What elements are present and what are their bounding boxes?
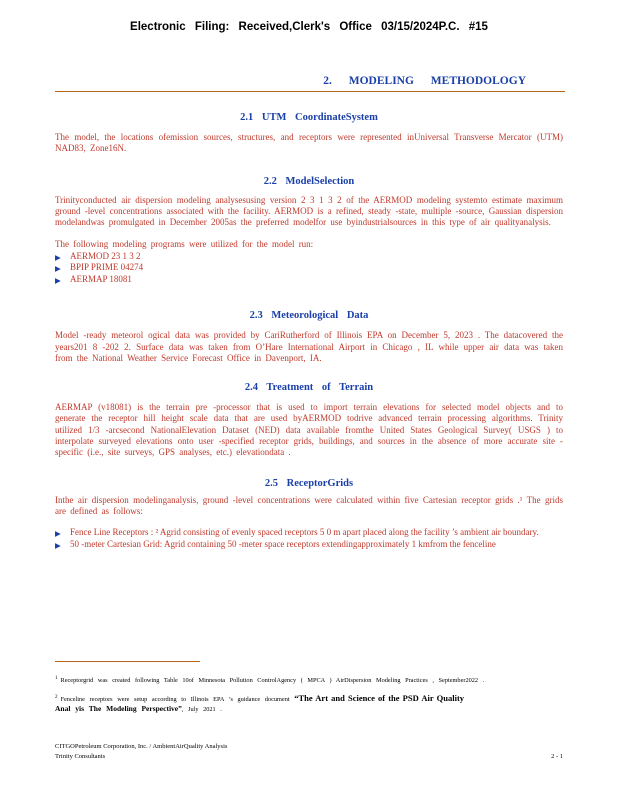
filing-header: Electronic Filing: Received,Clerk's Office 03/15/2024P.C. #15 [130, 21, 488, 33]
section-2-5-body: Inthe air dispersion modelinganalysis, ground -level concentrations were calculated within five Cartesian receptor grids .¹ The grids are defined as follows: [55, 494, 563, 516]
section-2-3-body: Model -ready meteorol ogical data was provided by CariRutherford of Illinois EPA on December 5, 2023 . The datacovered the years201 8 -202 2. Surface data was taken from O’Hare International Airport in Chicago , IL while upper air data was taken from the National Weather Service Forecast Office in Davenport, IA. [55, 330, 563, 363]
guidance-title: “The Art and Science of the PSD Air Quality [294, 693, 465, 704]
list-item: ▶ AERMOD 23 1 3 2 [55, 250, 141, 262]
section-2-4-body: AERMAP (v18081) is the terrain pre -processor that is used to import terrain elevations for selected model objects and to generate the receptor hill height scale data that are used byAERMOD todrive advanced terrain processing algorithms. Trinity utilized 1/3 -arcsecond NationalElevation Dataset (NED) data available fromthe United States Geological Survey( USGS ) to interpolate surveyed elevations onto user -specified receptor grids, buildings, and sources in the absence of more accurate site -specific (i.e., site surveys, GPS analyses, etc.) elevationdata . [55, 402, 563, 458]
bullet-triangle-icon: ▶ [55, 264, 61, 274]
footnote-1: $^1$ Receptorgrid was created following Table 10of Minnesota Pollution ControlAgency ( MPCA ) AirDispersion Modeling Practices , September2022 . [55, 676, 485, 685]
bullet-triangle-icon: ▶ [55, 540, 61, 550]
document-body [55, 112, 563, 550]
section-2-5-heading: 2.5 ReceptorGrids [264, 477, 354, 489]
footnote-2: $^2$ Fenceline receptors were setup according to Illinois EPA ’s guidance document “The Art and Science of the PSD Air Quality Anal yis The Modeling Perspective”, July 2021 . [55, 693, 465, 714]
page-number: 2 - 1 [551, 753, 563, 760]
bullet-triangle-icon: ▶ [55, 275, 61, 285]
footer-company: CITGOPetroleum Corporation, Inc. / AmbientAirQuality Analysis [55, 743, 228, 750]
bullet-triangle-icon: ▶ [55, 529, 61, 539]
chapter-title: 2. MODELING METHODOLOGY [323, 75, 526, 87]
section-2-4-heading: 2.4 Treatment of Terrain [244, 382, 374, 394]
page-footer [55, 742, 563, 762]
section-2-2-intro: The following modeling programs were utilized for the model run: [55, 239, 314, 250]
section-2-1-heading: 2.1 UTM CoordinateSystem [240, 112, 378, 123]
guidance-title-cont: Anal yis The Modeling Perspective” [55, 704, 182, 714]
section-2-2-heading: 2.2 ModelSelection [263, 175, 355, 187]
footnotes [55, 674, 563, 722]
list-item: ▶ 50 -meter Cartesian Grid: Agrid containing 50 -meter space receptors extendingapproximately 1 kmfrom the fenceline [55, 538, 496, 550]
footer-consultant: Trinity Consultants [55, 753, 106, 760]
list-item: ▶ BPIP PRIME 04274 [55, 262, 144, 274]
list-item: ▶ AERMAP 18081 [55, 273, 132, 285]
program-list [55, 251, 563, 286]
section-2-1-body: The model, the locations ofemission sources, structures, and receptors were represented inUniversal Transverse Mercator (UTM) NAD83, Zone16N. [55, 132, 563, 154]
footnote-rule [55, 661, 200, 662]
chapter-rule [55, 91, 565, 92]
receptor-grid-list [55, 527, 563, 550]
footnote-mark: 1 [55, 676, 58, 681]
footnote-mark: 2 [55, 695, 58, 701]
bullet-triangle-icon: ▶ [55, 252, 61, 262]
section-2-3-heading: 2.3 Meteorological Data [249, 310, 369, 322]
list-item: ▶ Fence Line Receptors : ² Agrid consisting of evenly spaced receptors 5 0 m apart placed along the facility ’s ambient air boundary. [55, 527, 539, 539]
section-2-2-body: Trinityconducted air dispersion modeling analysesusing version 2 3 1 3 2 of the AERMOD modeling systemto estimate maximum ground -level concentrations associated with the facility. AERMOD is a refined, steady -state, multiple -source, Gaussian dispersion modelandwas promulgated in December 2005as the preferred modelfor use byindustrialsources in this type of air qualityanalysis. [55, 194, 563, 228]
